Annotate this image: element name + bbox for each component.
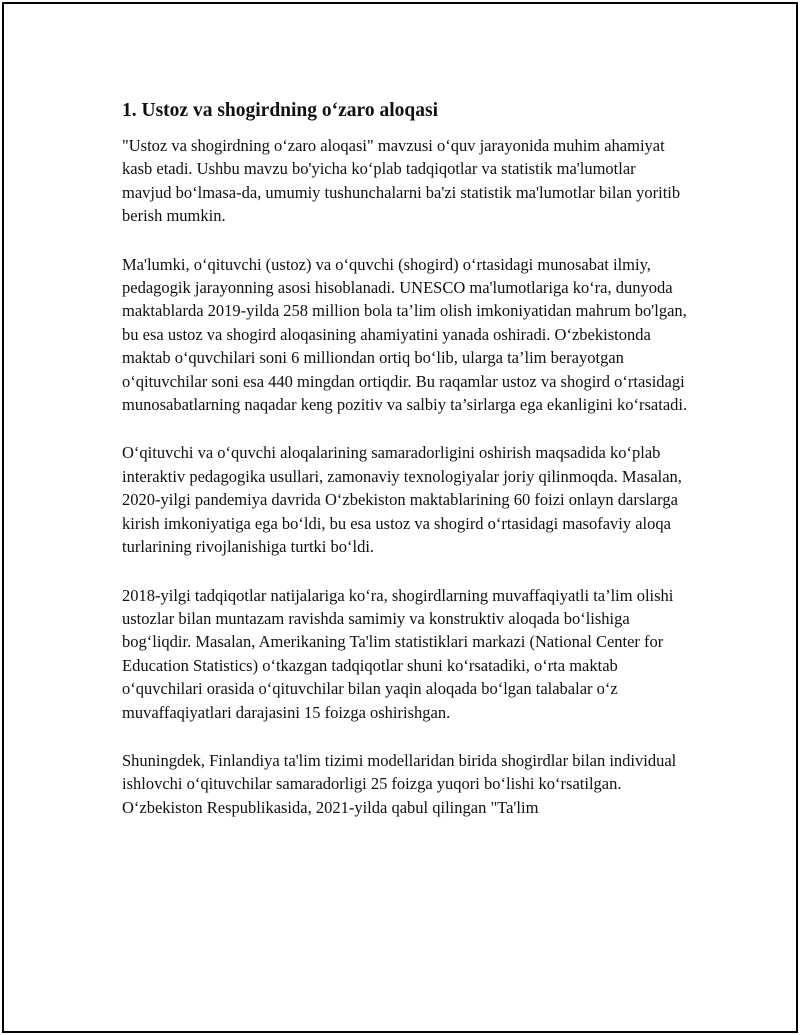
paragraph-technology: O‘qituvchi va o‘quvchi aloqalarining samaradorligini oshirish maqsadida ko‘plab interaktiv pedagogika usullari, zamonaviy texnologiyalar joriy qilinmoqda. Masalan, 2020-yilgi pandemiya davrida O‘zbekiston maktablarining 60 foizi onlayn darslarga kirish imkoniyatiga ega bo‘ldi, bu esa ustoz va shogird o‘rtasidagi masofaviy aloqa turlarining rivojlanishiga turtki bo‘ldi. [122,443,682,557]
paragraph-intro: "Ustoz va shogirdning o‘zaro aloqasi" mavzusi o‘quv jarayonida muhim ahamiyat kasb etadi. Ushbu mavzu bo'yicha ko‘plab tadqiqotlar va statistik ma'lumotlar mavjud bo‘lmasa-da, umumiy tushunchalarni ba'zi statistik ma'lumotlar bilan yoritib berish mumkin. [122,136,681,226]
paragraph-statistics: Ma'lumki, o‘qituvchi (ustoz) va o‘quvchi (shogird) o‘rtasidagi munosabat ilmiy, pedagogik jarayonning asosi hisoblanadi. UNESCO ma'lumotlariga ko‘ra, dunyoda maktablarda 2019-yilda 258 million bola ta’lim olish imkoniyatidan mahrum bo'lgan, bu esa ustoz va shogird aloqasining ahamiyatini yanada oshiradi. O‘zbekistonda maktab o‘quvchilari soni 6 milliondan ortiq bo‘lib, ularga ta’lim berayotgan o‘qituvchilar soni esa 440 mingdan ortiqdir. Bu raqamlar ustoz va shogird o‘rtasidagi munosabatlarning naqadar keng pozitiv va salbiy ta’sirlarga ega ekanligini ko‘rsatadi. [122,254,688,415]
document-body [122,96,688,844]
section-heading: 1. Ustoz va shogirdning o‘zaro aloqasi [122,100,438,121]
page-frame [2,2,798,1033]
paragraph-research: 2018-yilgi tadqiqotlar natijalariga ko‘ra, shogirdlarning muvaffaqiyatli ta’lim olishi ustozlar bilan muntazam ravishda samimiy va konstruktiv aloqada bo‘lishiga bog‘liqdir. Masalan, Amerikaning Ta'lim statistiklari markazi (National Center for Education Statistics) o‘tkazgan tadqiqotlar shuni ko‘rsatadiki, o‘rta maktab o‘quvchilari orasida o‘qituvchilar bilan yaqin aloqada bo‘lgan talabalar o‘z muvaffaqiyatlari darajasini 15 foizga oshirishgan. [122,585,674,722]
paragraph-finland: Shuningdek, Finlandiya ta'lim tizimi modellaridan birida shogirdlar bilan individual ishlovchi o‘qituvchilar samaradorligi 25 foizga yuqori bo‘lishi ko‘rsatilgan. O‘zbekiston Respublikasida, 2021-yilda qabul qilingan "Ta'lim [122,750,677,817]
